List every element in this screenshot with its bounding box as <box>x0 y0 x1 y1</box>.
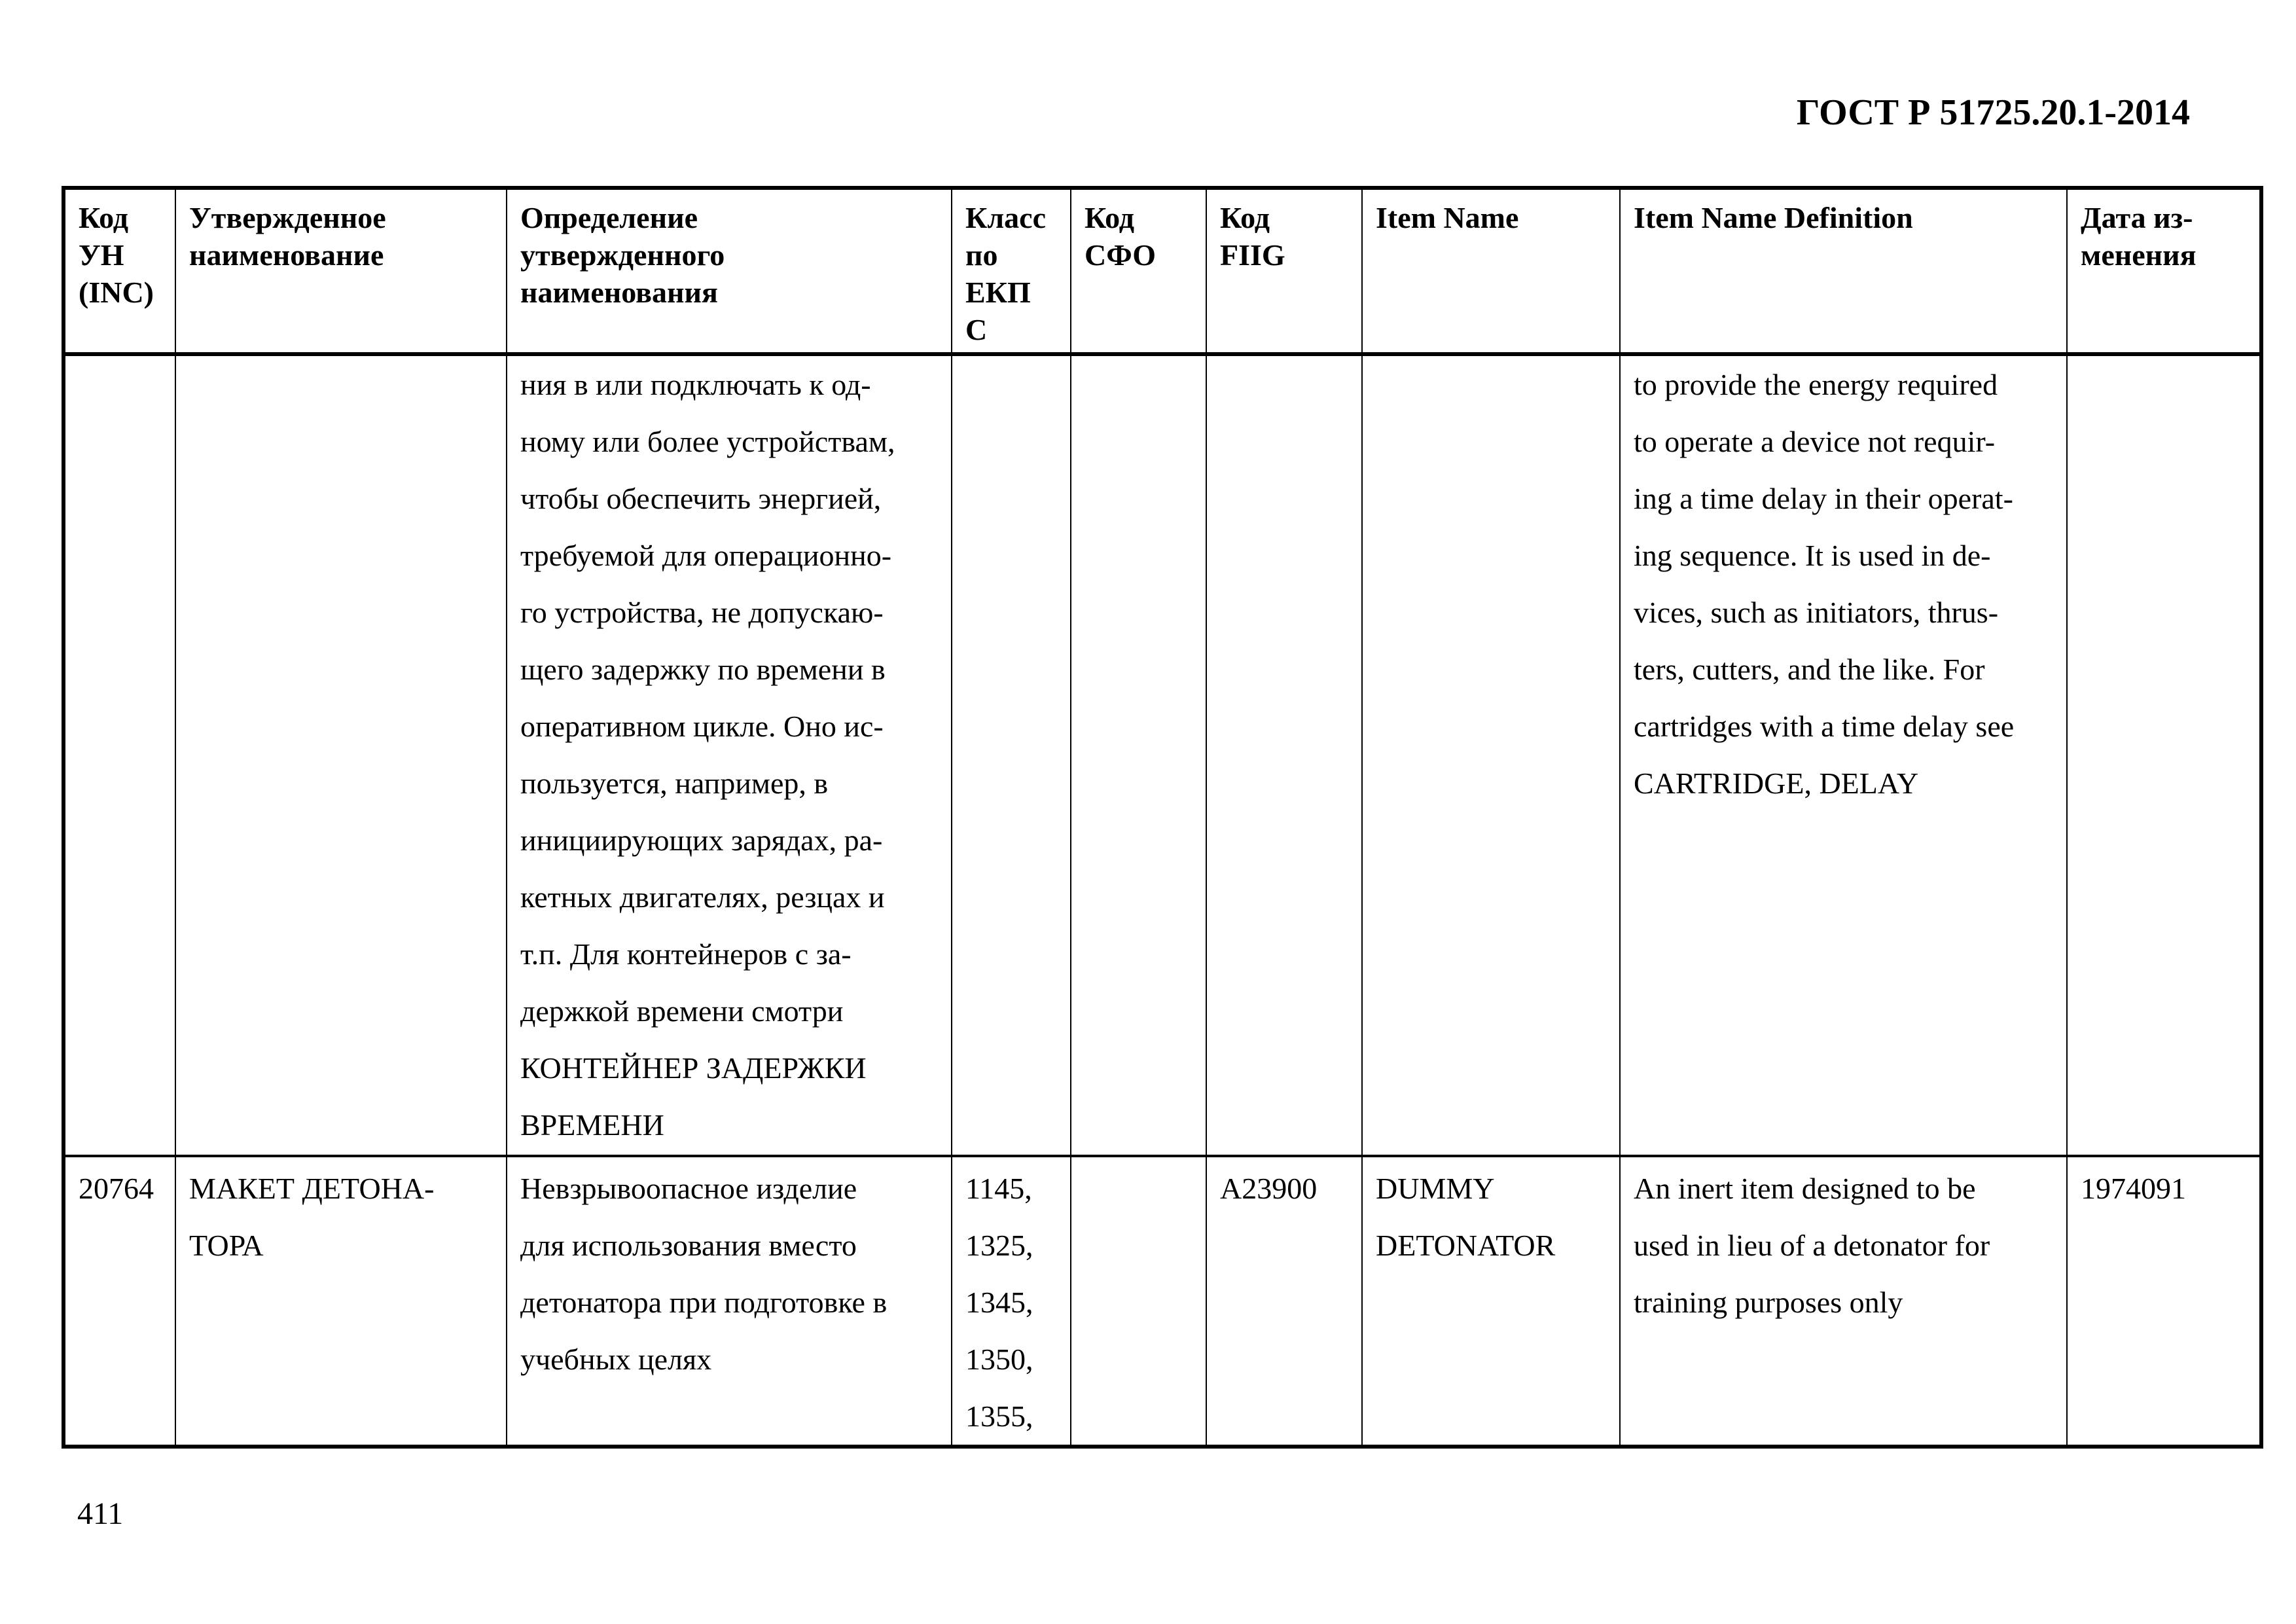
header-line: менения <box>2081 238 2197 272</box>
header-line: наименование <box>189 238 384 272</box>
document-title: ГОСТ Р 51725.20.1-2014 <box>1796 92 2190 133</box>
header-line: УН <box>79 238 124 272</box>
cell-class <box>952 1156 1071 1447</box>
table-header-row <box>63 188 2261 354</box>
cell-definition <box>507 354 952 1156</box>
header-line: Определение <box>520 201 698 234</box>
cell-line: DETONATOR <box>1376 1229 1556 1262</box>
cell-fiig <box>1206 1156 1362 1447</box>
header-line: ЕКП <box>965 276 1031 309</box>
header-line: Класс <box>965 201 1046 234</box>
cell-line: т.п. Для контейнеров с за- <box>520 937 852 971</box>
table-row <box>63 354 2261 1156</box>
items-table <box>62 186 2263 1449</box>
cell-sfo <box>1071 1156 1206 1447</box>
cell-line: требуемой для операционно- <box>520 539 892 572</box>
column-header-name <box>175 188 507 354</box>
cell-name <box>175 1156 507 1447</box>
cell-line: 1145, <box>965 1172 1032 1205</box>
cell-line: для использования вместо <box>520 1229 857 1262</box>
cell-line: КОНТЕЙНЕР ЗАДЕРЖКИ <box>520 1051 867 1085</box>
cell-line: щего задержку по времени в <box>520 653 886 686</box>
cell-class <box>952 354 1071 1156</box>
cell-fiig <box>1206 354 1362 1156</box>
cell-date <box>2067 354 2261 1156</box>
cell-name <box>175 354 507 1156</box>
cell-line: used in lieu of a detonator for <box>1634 1229 1990 1262</box>
header-line: Дата из- <box>2081 201 2193 234</box>
cell-line: ters, cutters, and the like. For <box>1634 653 1985 686</box>
cell-line: го устройства, не допускаю- <box>520 596 884 629</box>
cell-sfo <box>1071 354 1206 1156</box>
header-line: С <box>965 313 988 346</box>
cell-line: 1345, <box>965 1286 1033 1319</box>
cell-line: to provide the energy required <box>1634 368 1998 401</box>
header-line: (INC) <box>79 276 154 309</box>
cell-line: детонатора при подготовке в <box>520 1286 888 1319</box>
cell-item-def <box>1620 354 2067 1156</box>
cell-line: An inert item designed to be <box>1634 1172 1976 1205</box>
column-header-definition <box>507 188 952 354</box>
header-line: Код <box>79 201 129 234</box>
cell-line: 1355, <box>965 1399 1033 1433</box>
cell-item-name <box>1362 1156 1620 1447</box>
cell-line: держкой времени смотри <box>520 994 844 1028</box>
cell-line: to operate a device not requir- <box>1634 425 1996 458</box>
column-header-fiig <box>1206 188 1362 354</box>
header-line: наименования <box>520 276 718 309</box>
cell-line: кетных двигателях, резцах и <box>520 880 885 914</box>
column-header-class <box>952 188 1071 354</box>
cell-line: 20764 <box>79 1172 154 1205</box>
column-header-sfo <box>1071 188 1206 354</box>
cell-line: training purposes only <box>1634 1286 1903 1319</box>
cell-date <box>2067 1156 2261 1447</box>
cell-line: инициирующих зарядах, ра- <box>520 823 883 857</box>
column-header-item_def <box>1620 188 2067 354</box>
header-line: Код <box>1085 201 1135 234</box>
cell-line: CARTRIDGE, DELAY <box>1634 767 1919 800</box>
cell-item-name <box>1362 354 1620 1156</box>
header-line: Item Name <box>1376 201 1519 234</box>
column-header-item_name <box>1362 188 1620 354</box>
header-line: по <box>965 238 998 272</box>
page-number: 411 <box>77 1496 124 1531</box>
cell-line: ТОРА <box>189 1229 264 1262</box>
cell-line: ния в или подключать к од- <box>520 368 871 401</box>
cell-line: cartridges with a time delay see <box>1634 710 2015 743</box>
cell-line: 1974091 <box>2081 1172 2186 1205</box>
header-line: FIIG <box>1220 238 1285 272</box>
table-row <box>63 1156 2261 1447</box>
cell-line: A23900 <box>1220 1172 1318 1205</box>
cell-line: чтобы обеспечить энергией, <box>520 482 882 515</box>
cell-item-def <box>1620 1156 2067 1447</box>
header-line: Item Name Definition <box>1634 201 1913 234</box>
cell-line: МАКЕТ ДЕТОНА- <box>189 1172 435 1205</box>
cell-line: 1325, <box>965 1229 1033 1262</box>
cell-line: ВРЕМЕНИ <box>520 1108 664 1142</box>
cell-line: 1350, <box>965 1343 1033 1376</box>
cell-inc <box>63 1156 175 1447</box>
cell-inc <box>63 354 175 1156</box>
cell-line: пользуется, например, в <box>520 767 829 800</box>
header-line: СФО <box>1085 238 1157 272</box>
cell-definition <box>507 1156 952 1447</box>
cell-line: DUMMY <box>1376 1172 1495 1205</box>
cell-line: учебных целях <box>520 1343 712 1376</box>
cell-line: Невзрывоопасное изделие <box>520 1172 857 1205</box>
cell-line: ному или более устройствам, <box>520 425 895 458</box>
cell-line: vices, such as initiators, thrus- <box>1634 596 1999 629</box>
column-header-date <box>2067 188 2261 354</box>
cell-line: ing sequence. It is used in de- <box>1634 539 1991 572</box>
header-line: утвержденного <box>520 238 725 272</box>
column-header-inc <box>63 188 175 354</box>
cell-line: оперативном цикле. Оно ис- <box>520 710 884 743</box>
cell-line: ing a time delay in their operat- <box>1634 482 2013 515</box>
header-line: Утвержденное <box>189 201 386 234</box>
header-line: Код <box>1220 201 1270 234</box>
